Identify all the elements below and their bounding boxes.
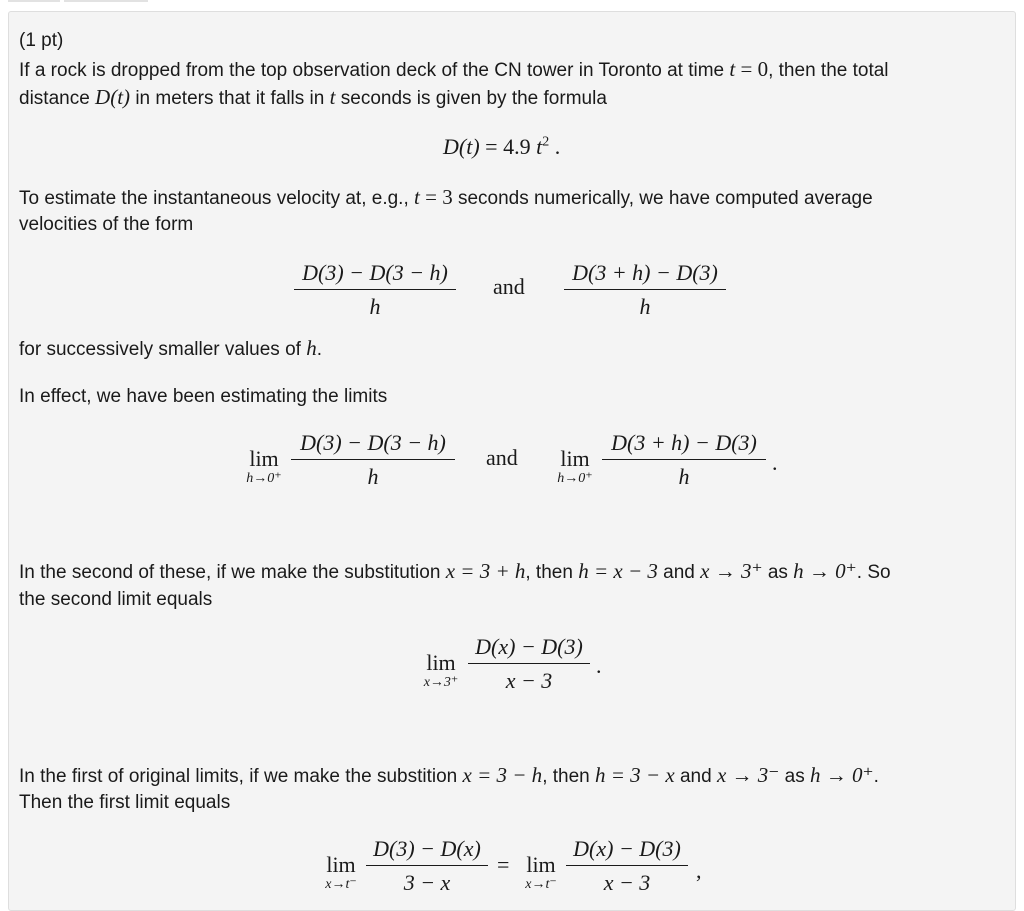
tab-stub	[64, 0, 148, 2]
tab-stub	[8, 0, 60, 2]
first-limit-operator: lim x→t⁻	[325, 852, 357, 892]
second-limit-fraction: D(x) − D(3) x − 3	[468, 634, 590, 694]
first-line-1: In the first of original limits, if we make the substition x = 3 − h, then h = 3 − x and x → 3⁻ as h → 0⁺.	[19, 763, 879, 787]
limit-operator: lim h→0⁺	[557, 446, 593, 486]
second-limit-operator: lim x→3⁺	[423, 650, 459, 690]
first-limit-left-fraction: D(3) − D(x) 3 − x	[366, 836, 488, 896]
second-line-2: the second limit equals	[19, 589, 213, 610]
limit-operator: lim h→0⁺	[246, 446, 282, 486]
first-limit-right-fraction: D(x) − D(3) x − 3	[566, 836, 688, 896]
successive-line: for successively smaller values of h.	[19, 336, 322, 360]
distance-formula: D(t) = 4.9 $t^2$ .	[443, 134, 561, 159]
limit-right-fraction: D(3 + h) − D(3) h	[602, 430, 766, 490]
limits-and: and	[486, 445, 518, 470]
first-limit-operator: lim x→t⁻	[525, 852, 557, 892]
second-limit-period: .	[596, 653, 602, 678]
avg-right-fraction: D(3 + h) − D(3) h	[564, 260, 726, 320]
first-limit-comma: ,	[696, 858, 702, 883]
limits-period: .	[772, 450, 778, 475]
avg-left-fraction: D(3) − D(3 − h) h	[294, 260, 456, 320]
estimate-line-1: To estimate the instantaneous velocity at, e.g., t = 3 seconds numerically, we have computed average	[19, 185, 873, 209]
avg-and: and	[493, 274, 525, 299]
points-label: (1 pt)	[19, 30, 64, 51]
second-line-1: In the second of these, if we make the substitution x = 3 + h, then h = x − 3 and x → 3⁺ as h → 0⁺. So	[19, 559, 891, 583]
intro-line-2: distance D(t) in meters that it falls in t seconds is given by the formula	[19, 85, 607, 109]
effect-line: In effect, we have been estimating the limits	[19, 386, 388, 407]
first-limit-equals: =	[497, 852, 510, 877]
intro-line-1: If a rock is dropped from the top observation deck of the CN tower in Toronto at time t = 0, then the total	[19, 57, 889, 81]
limit-left-fraction: D(3) − D(3 − h) h	[291, 430, 455, 490]
estimate-line-2: velocities of the form	[19, 214, 194, 235]
first-line-2: Then the first limit equals	[19, 792, 231, 813]
